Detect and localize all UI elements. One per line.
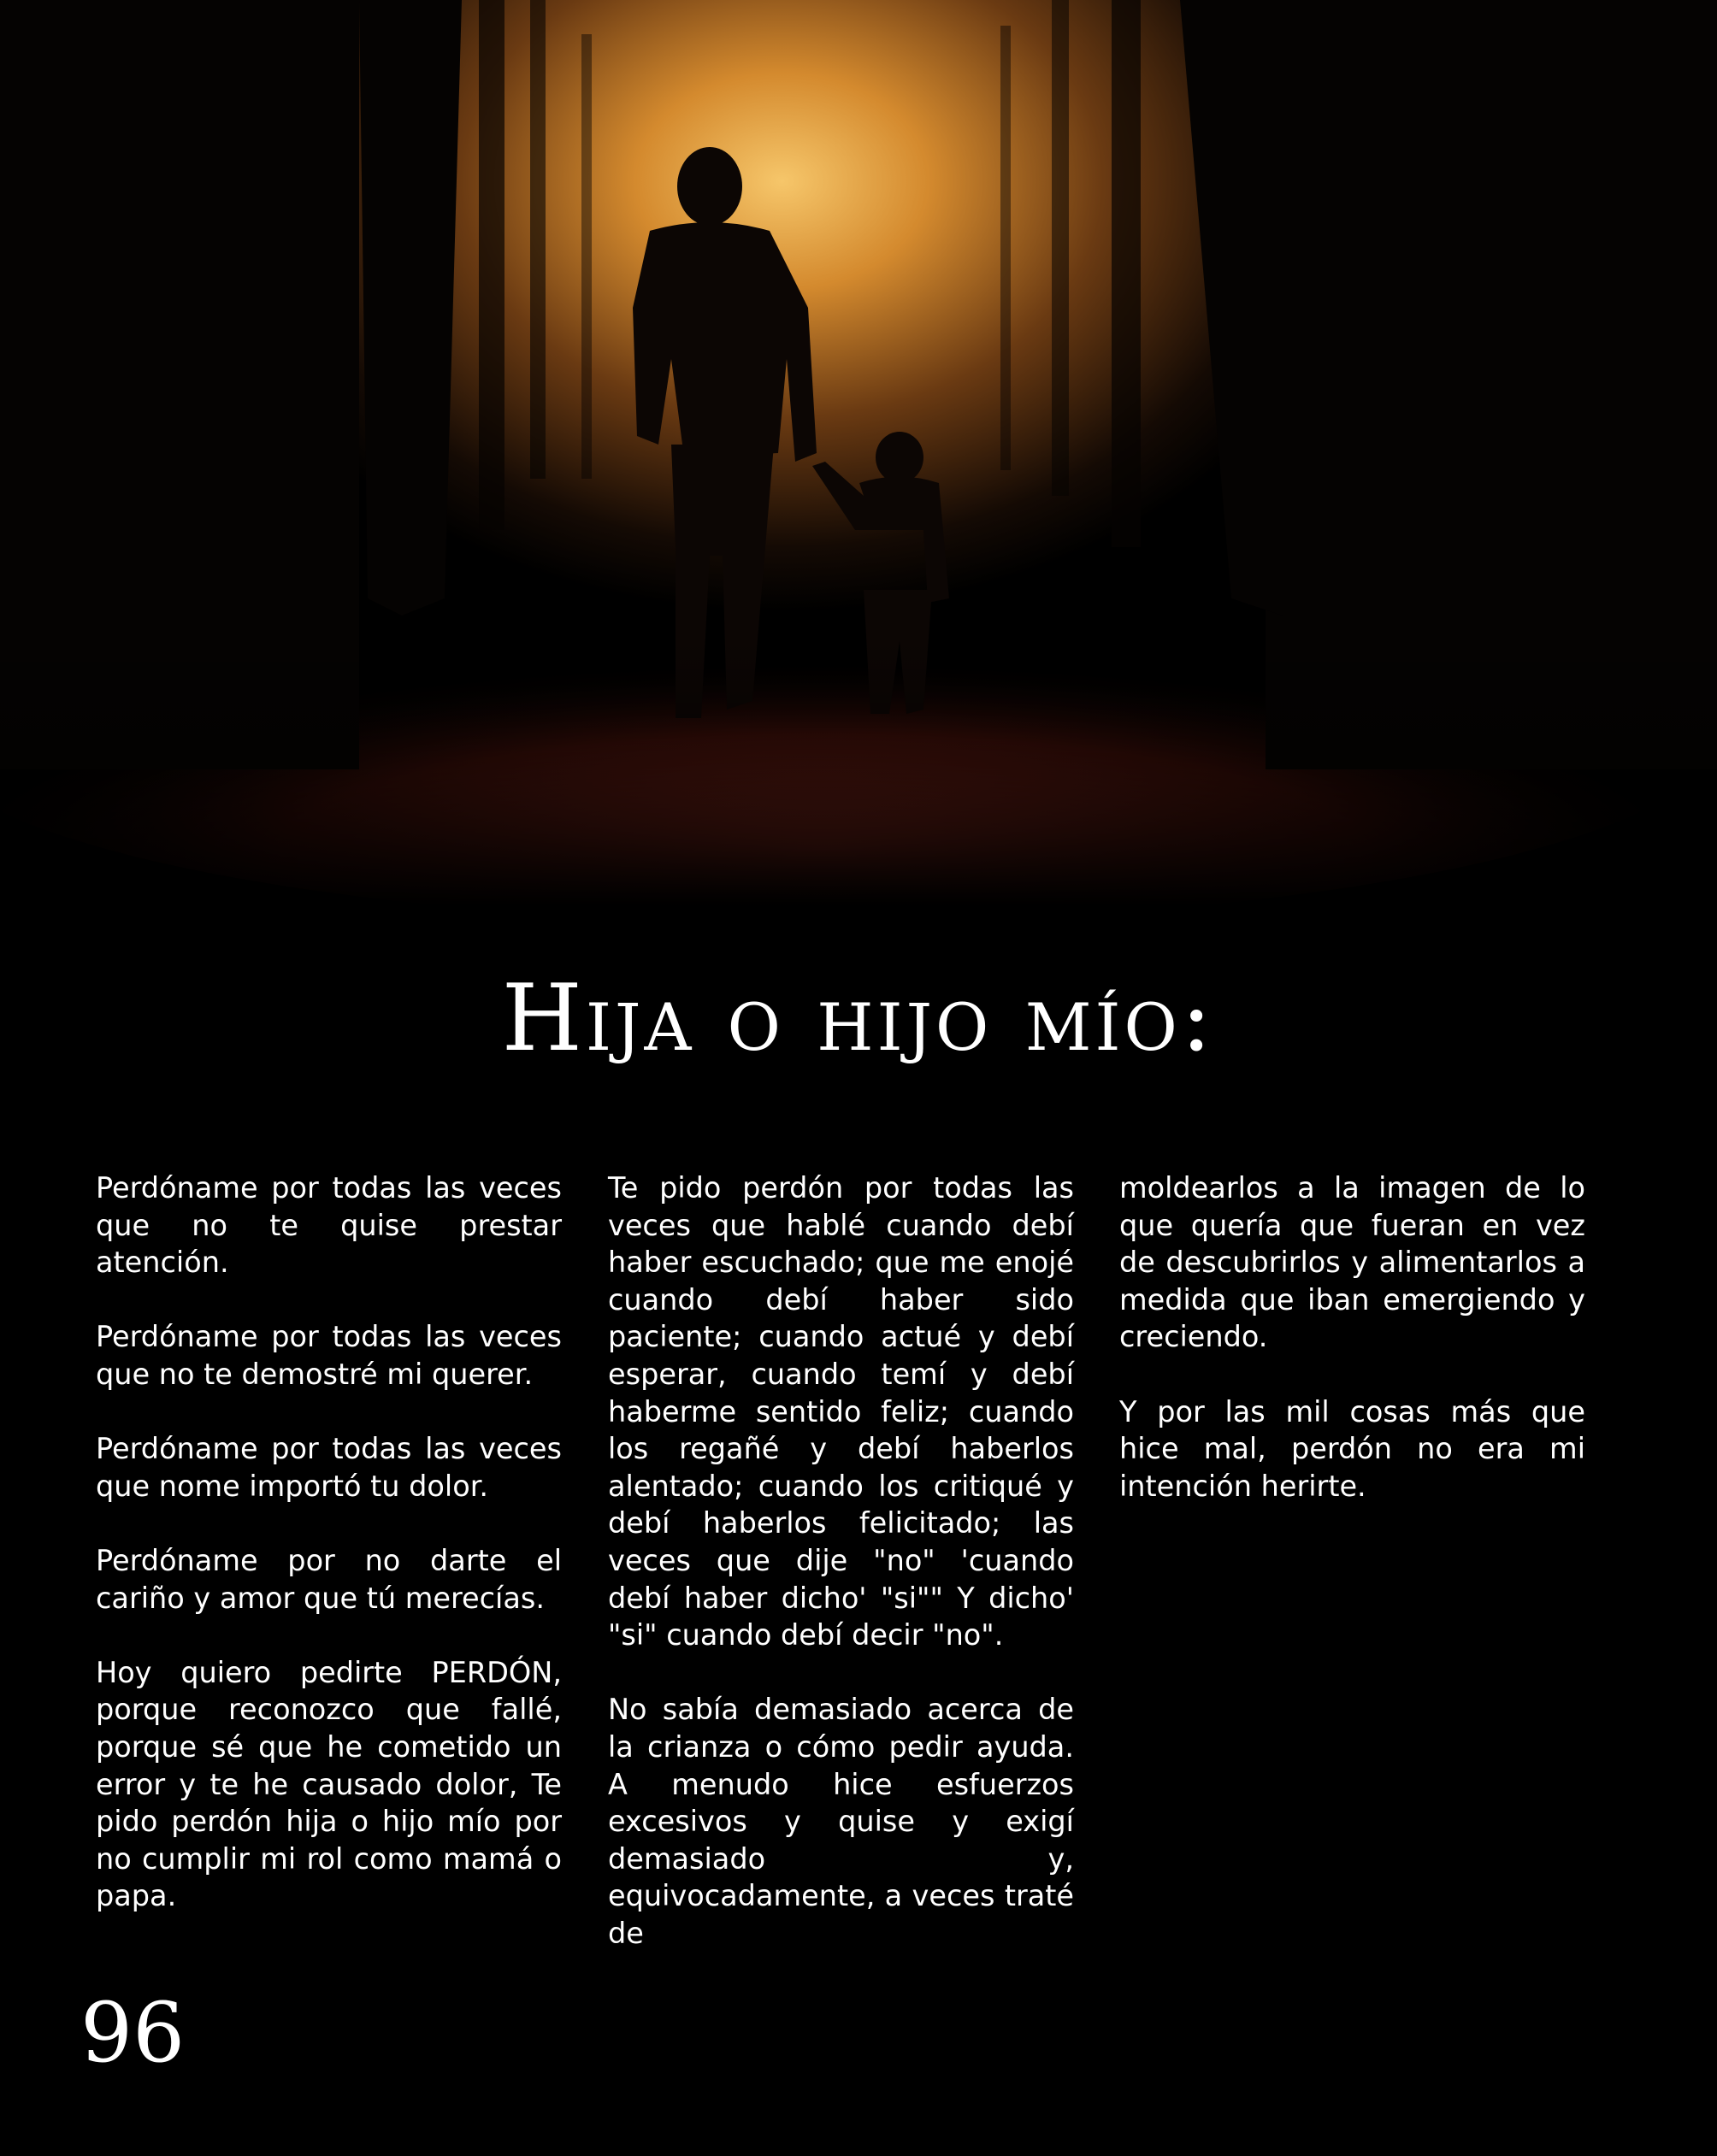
text-column-2 xyxy=(608,1169,1074,1952)
paragraph: Y por las mil cosas más que hice mal, perdón no era mi intención herirte. xyxy=(1119,1394,1585,1503)
paragraph: Hoy quiero pedirte PERDÓN, porque reconozco que fallé, porque sé que he cometido un error y te he causado dolor, Te pido perdón hija o hijo mío por no cumplir mi rol como mamá o papa. xyxy=(96,1655,562,1913)
paragraph: Perdóname por todas las veces que no te demostré mi querer. xyxy=(96,1320,562,1391)
text-column-1 xyxy=(96,1169,562,1915)
forest-path-illustration xyxy=(0,0,1717,906)
paragraph: Perdóname por todas las veces que no te quise prestar atención. xyxy=(96,1171,562,1280)
paragraph: Perdóname por todas las veces que nome importó tu dolor. xyxy=(96,1432,562,1503)
hero-photo-father-child-forest xyxy=(0,0,1717,906)
page-title: Hija o hijo mío: xyxy=(501,965,1216,1072)
paragraph: Perdóname por no darte el cariño y amor que tú merecías. xyxy=(96,1543,562,1615)
paragraph: Te pido perdón por todas las veces que hablé cuando debí haber escuchado; que me enojé cuando debí haber sido paciente; cuando actué y debí esperar, cuando temí y debí haberme sentido feliz; cuando los regañé y debí haberlos alentado; cuando los critiqué y debí haberlos felicitado; las veces que dije "no" 'cuando debí haber dicho' "si"" Y dicho' "si" cuando debí decir "no". xyxy=(608,1171,1074,1652)
page-number: 96 xyxy=(80,1985,186,2081)
text-column-3 xyxy=(1119,1169,1585,1505)
paragraph: No sabía demasiado acerca de la crianza o cómo pedir ayuda. A menudo hice esfuerzos excesivos y quise y exigí demasiado y, equivocadamente, a veces traté de xyxy=(608,1693,1074,1950)
paragraph: moldearlos a la imagen de lo que quería que fueran en vez de descubrirlos y alimentarlos a medida que iban emergiendo y creciendo. xyxy=(1119,1171,1585,1354)
